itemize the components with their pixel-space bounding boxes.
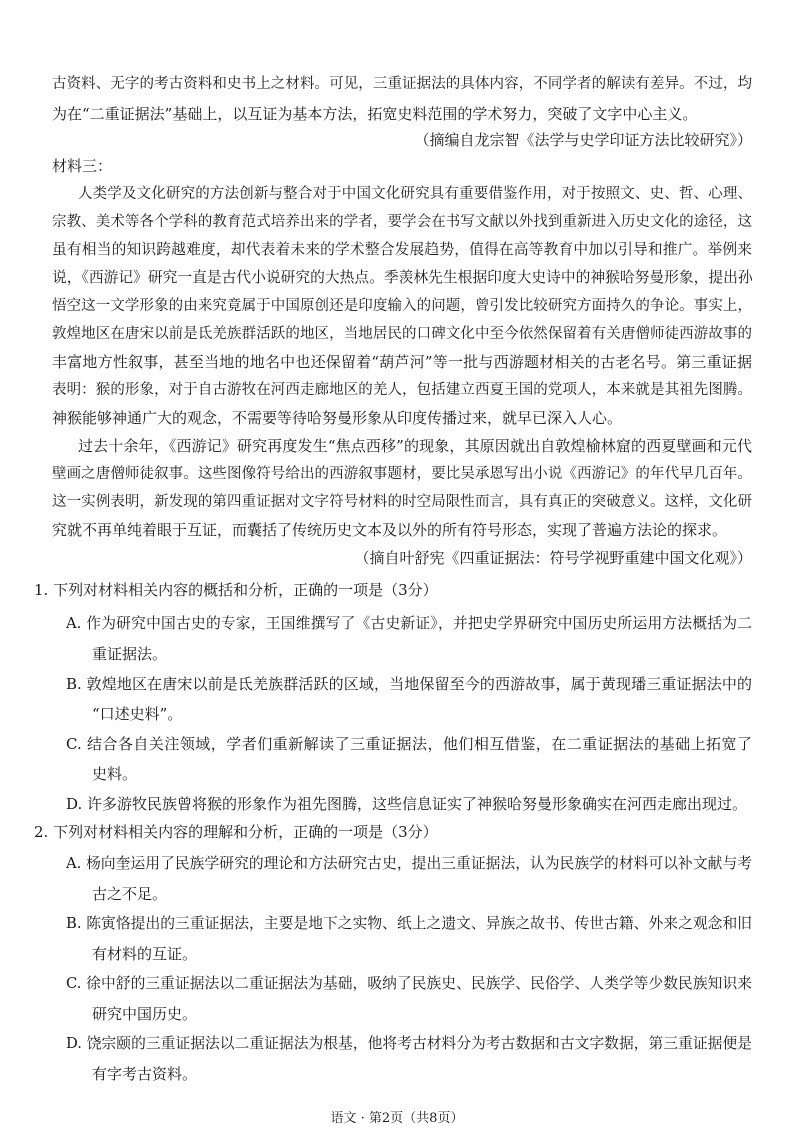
- source-citation: （摘自叶舒宪《四重证据法：符号学视野重建中国文化观》）: [354, 549, 752, 567]
- passage-line: 过去十余年，《西游记》研究再度发生“焦点西移”的现象，其原因就出自敦煌榆林窟的西夏壁画和元代: [78, 437, 752, 455]
- q2-option-c: C. 徐中舒的三重证据法以二重证据法为基础，吸纳了民族史、民族学、民俗学、人类学等少数民族知识来: [66, 975, 752, 992]
- question-2-stem: 2. 下列对材料相关内容的理解和分析，正确的一项是（3分）: [34, 823, 438, 841]
- passage-line: 丰富地方性叙事，甚至当地的地名中也还保留着“葫芦河”等一批与西游题材相关的古老名号。第三重证据: [52, 353, 752, 371]
- passage-line: 为在“二重证据法”基础上，以互证为基本方法，拓宽史料范围的学术努力，突破了文字中心主义。: [52, 105, 698, 123]
- q1-option-b: B. 敦煌地区在唐宋以前是氐羌族群活跃的区域，当地保留至今的西游故事，属于黄现璠三重证据法中的: [66, 675, 752, 693]
- passage-line: 壁画之唐僧师徒叙事。这些图像符号给出的西游叙事题材，要比吴承恩写出小说《西游记》的年代早几百年。: [52, 466, 752, 482]
- question-1-stem: 1. 下列对材料相关内容的概括和分析，正确的一项是（3分）: [34, 581, 438, 599]
- passage-line: 古资料、无字的考古资料和史书上之材料。可见，三重证据法的具体内容，不同学者的解读有差异。不过，均: [52, 76, 752, 92]
- passage-line: 这一实例表明，新发现的第四重证据对文字符号材料的时空局限性而言，具有真正的突破意义。这样，文化研: [52, 494, 752, 510]
- q2-option-c-cont: 研究中国历史。: [92, 1005, 198, 1023]
- q2-option-a: A. 杨向奎运用了民族学研究的理论和方法研究古史，提出三重证据法，认为民族学的材料可以补文献与考: [66, 855, 752, 872]
- passage-line: 敦煌地区在唐宋以前是氐羌族群活跃的地区，当地居民的口碑文化中至今依然保留着有关唐僧师徒西游故事的: [52, 326, 752, 342]
- q1-option-d: D. 许多游牧民族曾将猴的形象作为祖先图腾，这些信息证实了神猴哈努曼形象确实在河西走廊出现过。: [66, 795, 748, 813]
- q2-option-d: D. 饶宗颐的三重证据法以二重证据法为根基，他将考古材料分为考古数据和古文字数据，第三重证据便是: [66, 1035, 752, 1052]
- page-footer: 语文 · 第2页（共8页）: [330, 1111, 464, 1126]
- passage-line: 表明：猴的形象，对于自古游牧在河西走廊地区的羌人，包括建立西夏王国的党项人，本来就是其祖先图腾。: [52, 382, 752, 398]
- source-citation: （摘编自龙宗智《法学与史学印证方法比较研究》）: [414, 131, 752, 149]
- q2-option-b-cont: 有材料的互证。: [92, 945, 198, 963]
- q1-option-c: C. 结合各自关注领域，学者们重新解读了三重证据法，他们相互借鉴，在二重证据法的基础上拓宽了: [66, 735, 752, 753]
- q1-option-a-cont: 重证据法。: [92, 645, 168, 663]
- q1-option-c-cont: 史料。: [92, 765, 138, 783]
- passage-line: 人类学及文化研究的方法创新与整合对于中国文化研究具有重要借鉴作用，对于按照文、史、哲、心理、: [78, 186, 752, 202]
- passage-line: 说，《西游记》研究一直是古代小说研究的大热点。季羡林先生根据印度大史诗中的神猴哈努曼形象，提出孙: [52, 269, 753, 286]
- material-heading: 材料三：: [52, 157, 113, 175]
- q2-option-a-cont: 古之不足。: [92, 885, 168, 903]
- q2-option-d-cont: 有字考古资料。: [92, 1065, 198, 1083]
- passage-line: 悟空这一文学形象的由来究竟属于中国原创还是印度输入的问题，曾引发比较研究方面持久的争论。事实上，: [52, 298, 752, 314]
- passage-line: 究就不再单纯着眼于互证，而囊括了传统历史文本及以外的所有符号形态，实现了普遍方法论的探求。: [52, 521, 728, 539]
- q1-option-b-cont: “口述史料”。: [92, 705, 183, 723]
- passage-line: 神猴能够神通广大的观念，不需要等待哈努曼形象从印度传播过来，就早已深入人心。: [52, 409, 623, 427]
- q2-option-b: B. 陈寅恪提出的三重证据法，主要是地下之实物、纸上之遗文、异族之故书、传世古籍、外来之观念和旧: [66, 915, 752, 932]
- passage-line: 宗教、美术等各个学科的教育范式培养出来的学者，要学会在书写文献以外找到重新进入历史文化的途径，这: [52, 214, 752, 230]
- passage-line: 虽有相当的知识跨越难度，却代表着未来的学术整合发展趋势，值得在高等教育中加以引导和推广。举例来: [52, 241, 752, 258]
- q1-option-a: A. 作为研究中国古史的专家，王国维撰写了《古史新证》，并把史学界研究中国历史所运用方法概括为二: [66, 615, 752, 632]
